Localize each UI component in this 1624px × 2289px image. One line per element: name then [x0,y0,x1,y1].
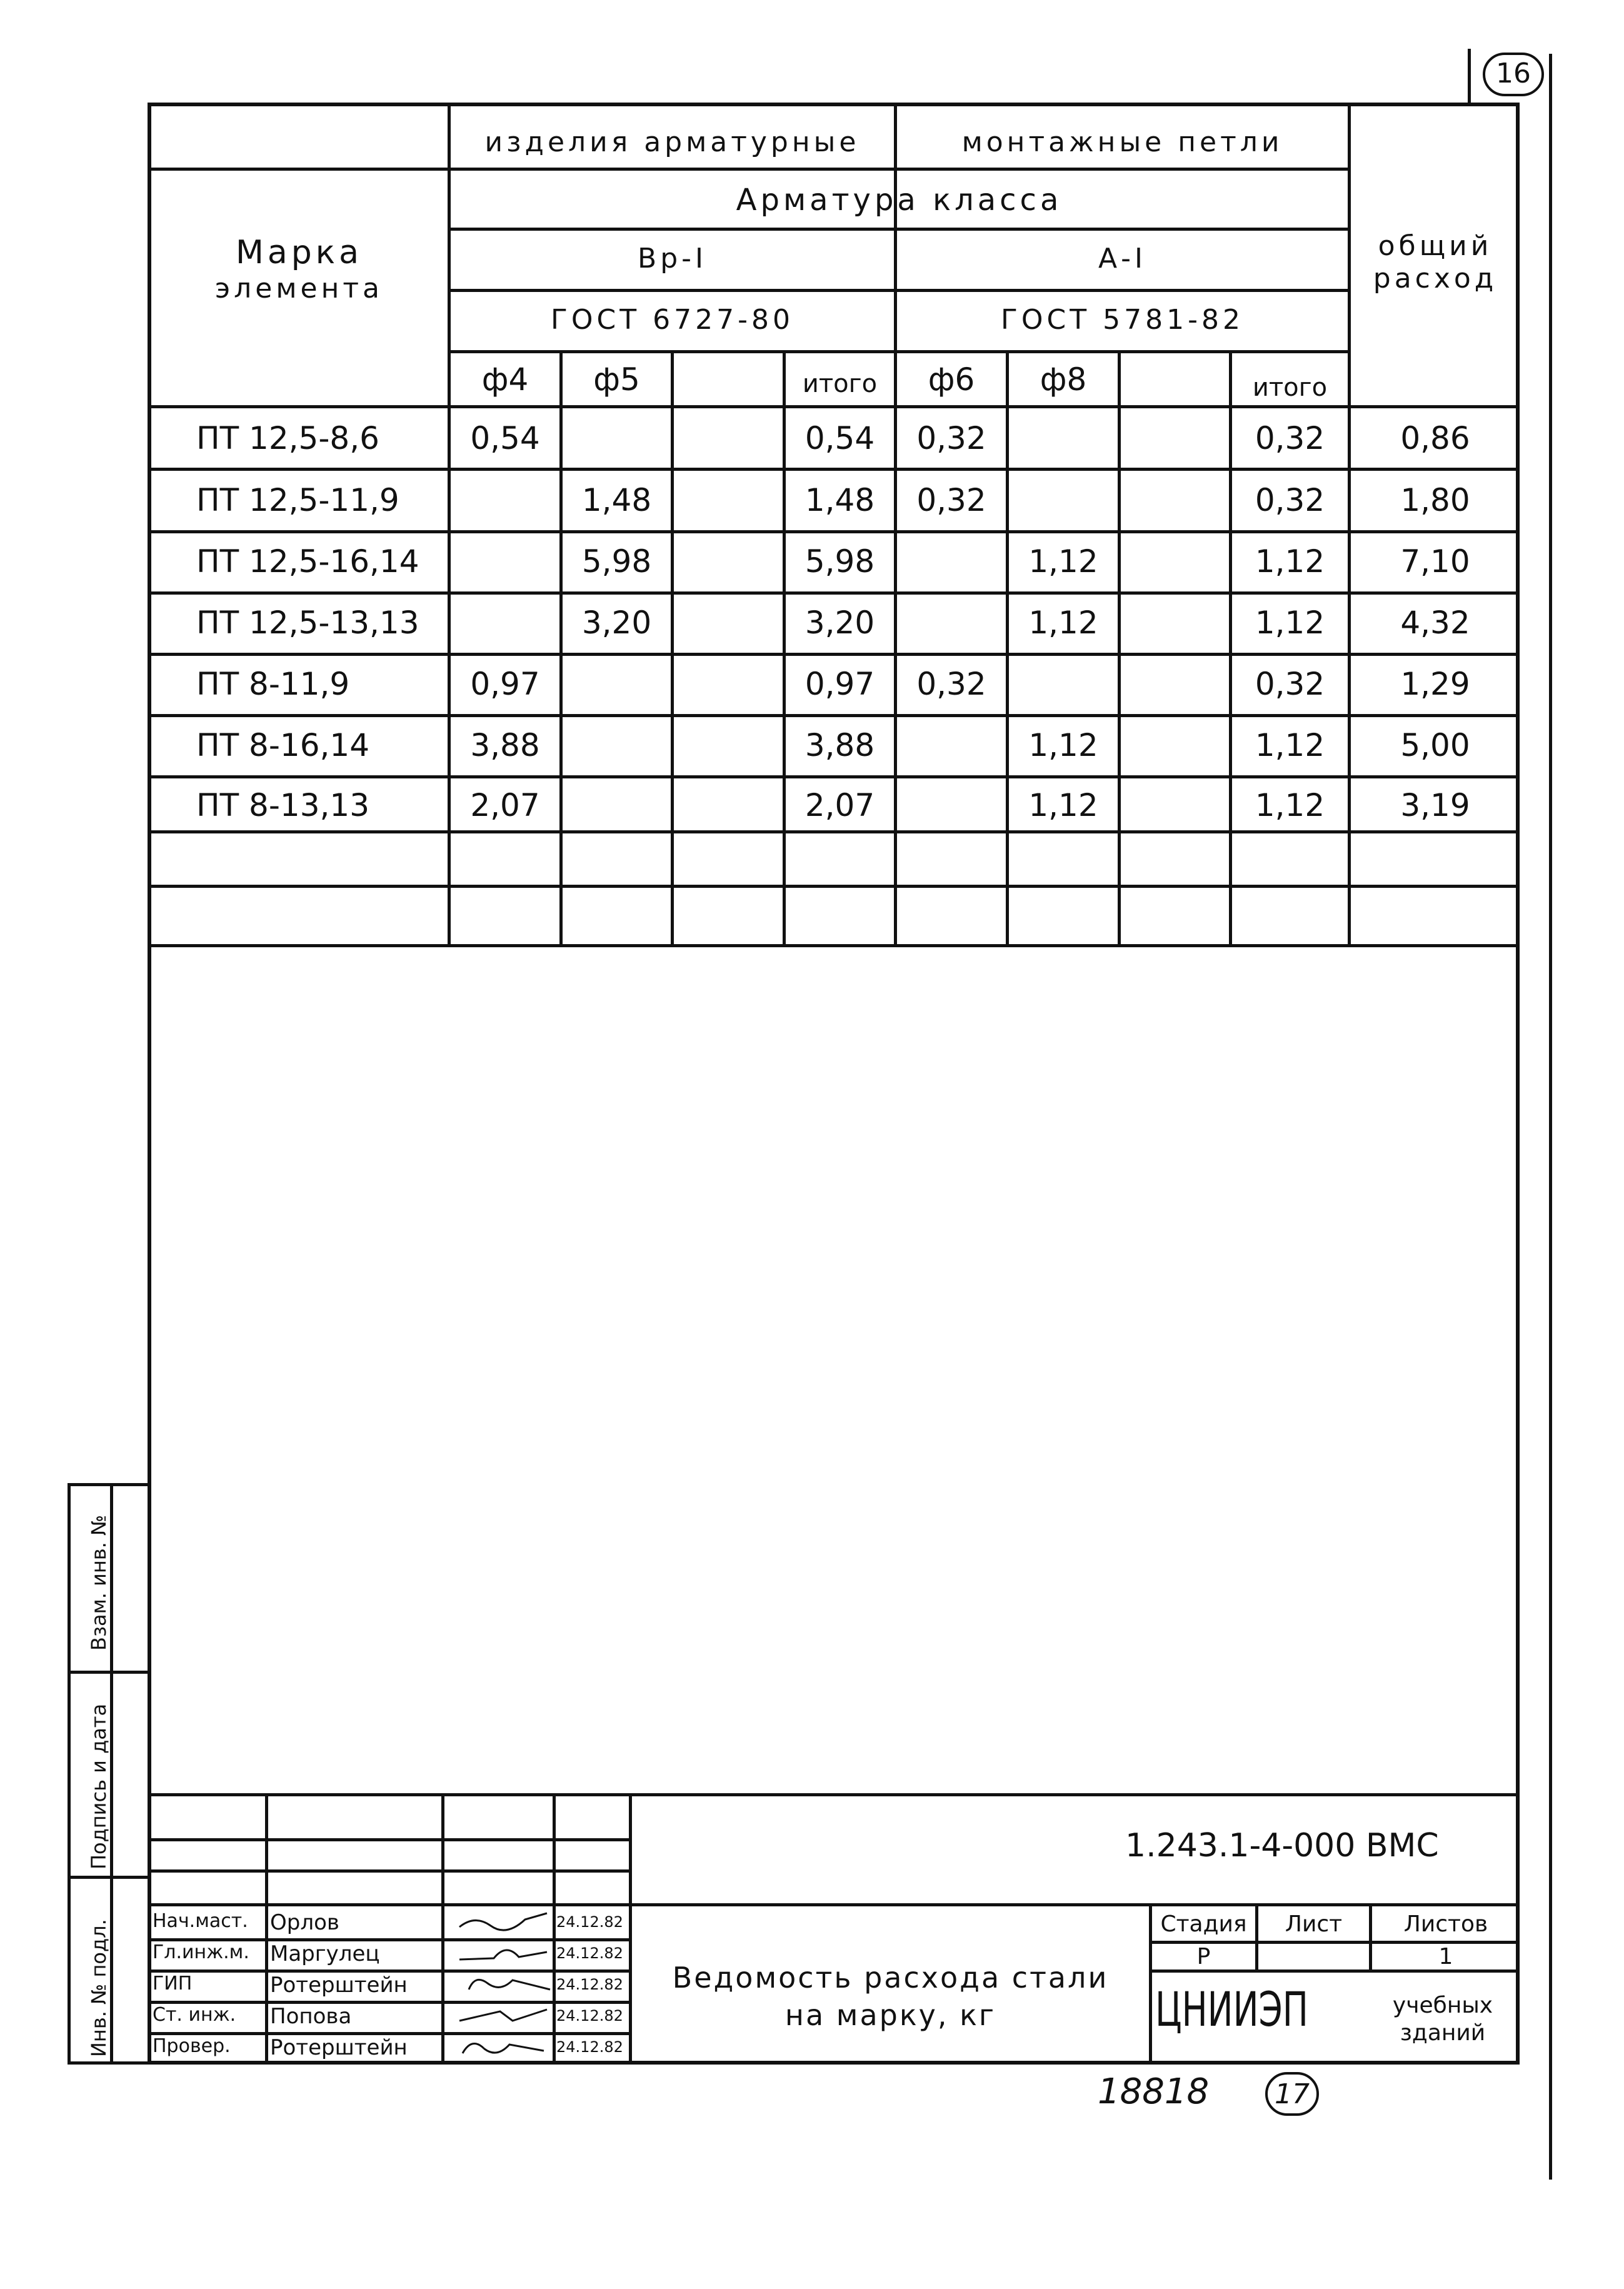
class-vr-header: Вр-I [638,243,707,274]
cell-d6: 0,32 [916,666,986,702]
subheader-d4: ф4 [481,361,529,398]
page-number: 17 [1275,2078,1310,2110]
cell-total-2: 1,12 [1255,727,1325,763]
role-label: Провер. [153,2035,231,2057]
marka-header-line2: элемента [215,273,383,304]
class-a-header: А-I [1098,243,1146,274]
cell-d5: 5,98 [581,543,652,580]
cell-d4: 3,88 [470,727,540,763]
archive-number: 18818 [1098,2071,1210,2112]
cell-d4: 2,07 [470,787,540,823]
signature-mark [456,2002,550,2027]
role-label: Ст. инж. [153,2004,236,2026]
sign-date: 24.12.82 [556,1944,623,1962]
side-stamp-podpis: Подпись и дата [87,1703,111,1869]
cell-d8: 1,12 [1028,605,1098,641]
cell-grand-total: 1,80 [1400,482,1470,518]
sign-date: 24.12.82 [556,1976,623,1993]
cell-total-1: 3,88 [804,727,875,763]
cell-mark: ПТ 8-13,13 [196,787,370,823]
cell-mark: ПТ 12,5-8,6 [196,420,379,456]
subheader-d5: ф5 [593,361,640,398]
cell-d6: 0,32 [916,482,986,518]
person-name: Маргулец [270,1941,380,1966]
cell-mark: ПТ 12,5-13,13 [196,605,419,641]
drawing-title-line2: на марку, кг [784,1998,996,2032]
cell-mark: ПТ 8-11,9 [196,666,350,702]
signature-mark [456,1908,550,1933]
sign-date: 24.12.82 [556,2038,623,2056]
right-edge-line [1549,54,1552,2180]
cell-total-1: 2,07 [804,787,875,823]
person-name: Ротерштейн [270,1973,408,1998]
cell-total-1: 3,20 [804,605,875,641]
document-code: 1.243.1-4-000 ВМС [1125,1827,1439,1864]
cell-d8: 1,12 [1028,543,1098,580]
cell-grand-total: 0,86 [1400,420,1470,456]
sheets-label: Листов [1403,1911,1488,1937]
cell-total-2: 1,12 [1255,787,1325,823]
cell-grand-total: 3,19 [1400,787,1470,823]
sign-date: 24.12.82 [556,1913,623,1931]
cell-total-1: 0,97 [804,666,875,702]
cell-grand-total: 7,10 [1400,543,1470,580]
cell-total-2: 0,32 [1255,420,1325,456]
organization-line2: зданий [1400,2020,1486,2046]
role-label: Нач.маст. [153,1910,248,1932]
stage-value: Р [1196,1944,1211,1970]
role-label: ГИП [153,1973,193,1995]
sheets-value: 1 [1438,1944,1453,1970]
signature-mark [456,1939,550,1965]
sheet-tag-number: 16 [1496,58,1531,89]
cell-total-2: 1,12 [1255,605,1325,641]
total-header-line1: общий [1378,230,1493,262]
cell-total-2: 0,32 [1255,666,1325,702]
signature-mark [463,1971,556,1996]
cell-d8: 1,12 [1028,787,1098,823]
group-header-mounting-loops: монтажные петли [961,126,1283,158]
subheader-d8: ф8 [1040,361,1087,398]
cell-d4: 0,54 [470,420,540,456]
subheader-total-1: итого [802,370,878,398]
subheader-total-2: итого [1252,373,1328,402]
group-header-armature-products: изделия арматурные [484,126,860,158]
gost-6727-header: ГОСТ 6727-80 [551,304,794,336]
cell-total-2: 1,12 [1255,543,1325,580]
cell-d5: 1,48 [581,482,652,518]
cell-mark: ПТ 8-16,14 [196,727,370,763]
armature-class-header: Арматура класса [736,183,1063,218]
role-label: Гл.инж.м. [153,1941,249,1963]
cell-d5: 3,20 [581,605,652,641]
organization-name: ЦНИИЭП [1155,1981,1308,2037]
sign-date: 24.12.82 [556,2007,623,2025]
person-name: Орлов [270,1910,339,1935]
person-name: Ротерштейн [270,2035,408,2060]
side-stamp-vzam: Взам. инв. № [87,1514,111,1651]
signature-mark [456,2033,550,2058]
organization-line1: учебных [1392,1993,1493,2018]
cell-total-1: 1,48 [804,482,875,518]
cell-d4: 0,97 [470,666,540,702]
side-stamp-inv-podl: Инв. № подл. [87,1919,111,2057]
cell-grand-total: 4,32 [1400,605,1470,641]
cell-d8: 1,12 [1028,727,1098,763]
cell-mark: ПТ 12,5-16,14 [196,543,419,580]
sheet-label: Лист [1285,1911,1343,1937]
subheader-d6: ф6 [928,361,975,398]
stage-label: Стадия [1160,1911,1247,1937]
cell-mark: ПТ 12,5-11,9 [196,482,399,518]
marka-header-line1: Марка [235,234,363,271]
cell-d6: 0,32 [916,420,986,456]
cell-total-1: 0,54 [804,420,875,456]
gost-5781-header: ГОСТ 5781-82 [1001,304,1244,336]
total-header-line2: расход [1373,263,1498,294]
cell-total-2: 0,32 [1255,482,1325,518]
drawing-title-line1: Ведомость расхода стали [672,1961,1109,1995]
cell-grand-total: 1,29 [1400,666,1470,702]
cell-grand-total: 5,00 [1400,727,1470,763]
person-name: Попова [270,2004,352,2029]
cell-total-1: 5,98 [804,543,875,580]
